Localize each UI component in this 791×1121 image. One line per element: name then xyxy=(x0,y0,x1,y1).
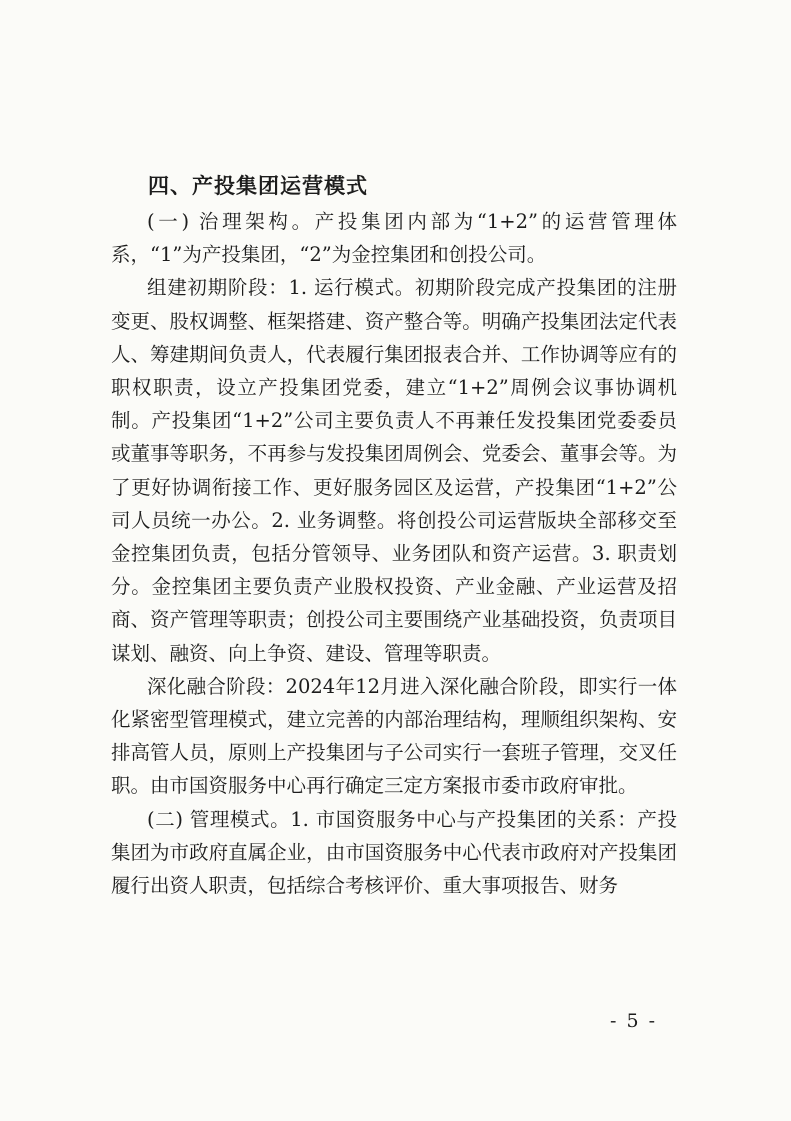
section-heading: 四、产投集团运营模式 xyxy=(148,174,368,198)
page-number: - 5 - xyxy=(610,1010,658,1032)
paragraph-management-mode: (二) 管理模式。1. 市国资服务中心与产投集团的关系：产投集团为市政府直属企业，由市国资服务中心代表市政府对产投集团履行出资人职责，包括综合考核评价、重大事项报告、财务 xyxy=(111,807,677,898)
paragraph-initial-stage: 组建初期阶段：1. 运行模式。初期阶段完成产投集团的注册变更、股权调整、框架搭建、资产整合等。明确产投集团法定代表人、筹建期间负责人，代表履行集团报表合并、工作协调等应有的职权职责，设立产投集团党委，建立“1+2”周例会议事协调机制。产投集团“1+2”公司主要负责人不再兼任发投集团党委委员或董事等职务，不再参与发投集团周例会、党委会、董事会等。为了更好协调衔接工作、更好服务园区及运营，产投集团“1+2”公司人员统一办公。2. 业务调整。将创投公司运营版块全部移交至金控集团负责，包括分管领导、业务团队和资产运营。3. 职责划分。金控集团主要负责产业股权投资、产业金融、产业运营及招商、资产管理等职责；创投公司主要围绕产业基础投资，负责项目谋划、融资、向上争资、建设、管理等职责。 xyxy=(111,276,677,665)
body-text xyxy=(111,205,677,902)
paragraph-integration-stage: 深化融合阶段：2024年12月进入深化融合阶段，即实行一体化紧密型管理模式，建立完善的内部治理结构，理顺组织架构、安排高管人员，原则上产投集团与子公司实行一套班子管理，交叉任职。由市国资服务中心再行确定三定方案报市委市政府审批。 xyxy=(111,674,677,798)
paragraph-governance: (一) 治理架构。产投集团内部为“1+2”的运营管理体系，“1”为产投集团，“2”为金控集团和创投公司。 xyxy=(111,210,677,267)
